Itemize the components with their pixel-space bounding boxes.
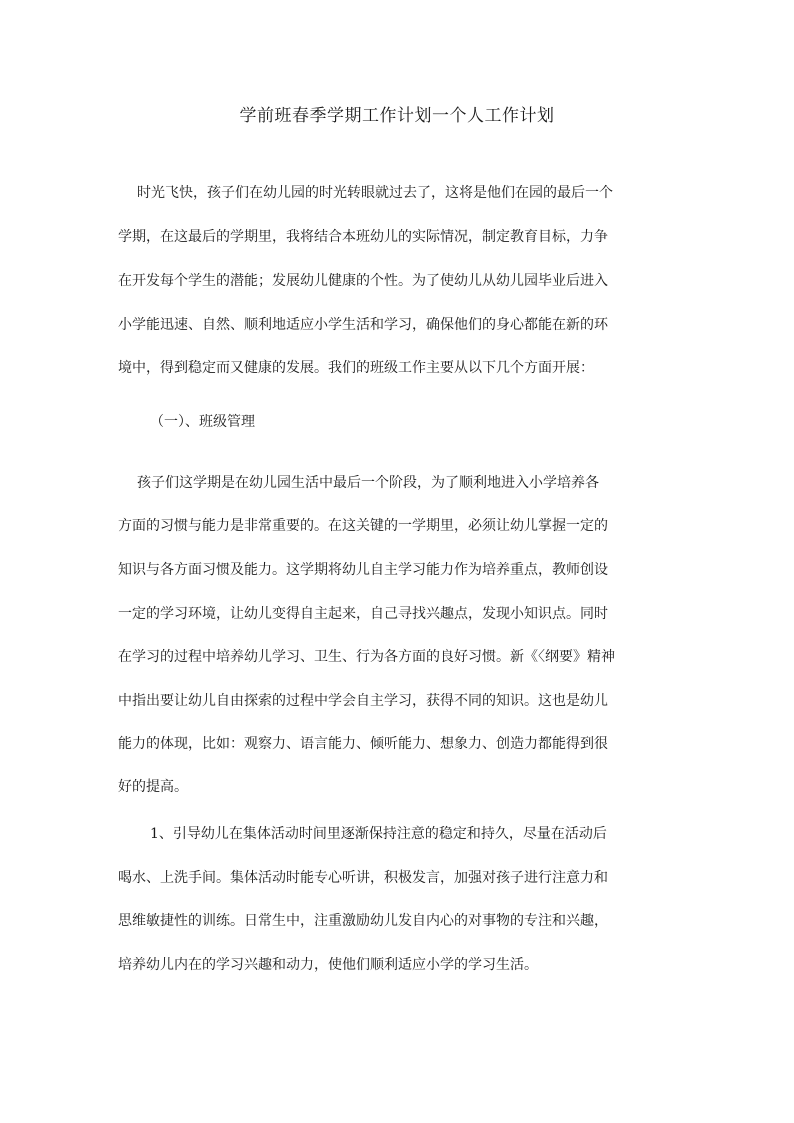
paragraph-2-line-4: 一定的学习环境，让幼儿变得自主起来，自己寻找兴趣点，发现小知识点。同时 (118, 606, 608, 622)
paragraph-1-line-1: 时光飞快，孩子们在幼儿园的时光转眼就过去了，这将是他们在园的最后一个 (137, 185, 613, 201)
paragraph-3-line-3: 思维敏捷性的训练。日常生中，注重激励幼儿发自内心的对事物的专注和兴趣， (118, 913, 608, 929)
section-heading-class-management: （一）、班级管理 (150, 414, 255, 430)
paragraph-2-line-6: 中指出要让幼儿自由探索的过程中学会自主学习，获得不同的知识。这也是幼儿 (118, 693, 608, 709)
paragraph-2-line-8: 好的提高。 (118, 779, 188, 795)
paragraph-3-line-1: 1、引导幼儿在集体活动时间里逐渐保持注意的稳定和持久，尽量在活动后 (150, 826, 607, 842)
paragraph-2-line-2: 方面的习惯与能力是非常重要的。在这关键的一学期里，必须让幼儿掌握一定的 (118, 518, 608, 534)
paragraph-3-line-2: 喝水、上洗手间。集体活动时能专心听讲，积极发言，加强对孩子进行注意力和 (118, 870, 608, 886)
paragraph-1-line-4: 小学能迅速、自然、顺利地适应小学生活和学习，确保他们的身心都能在新的环 (118, 317, 608, 333)
paragraph-1-line-3: 在开发每个学生的潜能；发展幼儿健康的个性。为了使幼儿从幼儿园毕业后进入 (118, 273, 608, 289)
paragraph-2-line-5: 在学习的过程中培养幼儿学习、卫生、行为各方面的良好习惯。新《〈纲要》精神 (118, 649, 615, 665)
paragraph-1-line-2: 学期，在这最后的学期里，我将结合本班幼儿的实际情况，制定教育目标，力争 (118, 229, 608, 245)
paragraph-2-line-1: 孩子们这学期是在幼儿园生活中最后一个阶段，为了顺利地进入小学培养各 (137, 475, 599, 491)
paragraph-1-line-5: 境中，得到稳定而又健康的发展。我们的班级工作主要从以下几个方面开展： (118, 360, 594, 376)
paragraph-3-line-4: 培养幼儿内在的学习兴趣和动力，使他们顺利适应小学的学习生活。 (118, 957, 538, 973)
document-title: 学前班春季学期工作计划一个人工作计划 (239, 106, 555, 126)
paragraph-2-line-3: 知识与各方面习惯及能力。这学期将幼儿自主学习能力作为培养重点，教师创设 (118, 562, 608, 578)
paragraph-2-line-7: 能力的体现，比如：观察力、语言能力、倾听能力、想象力、创造力都能得到很 (118, 736, 608, 752)
